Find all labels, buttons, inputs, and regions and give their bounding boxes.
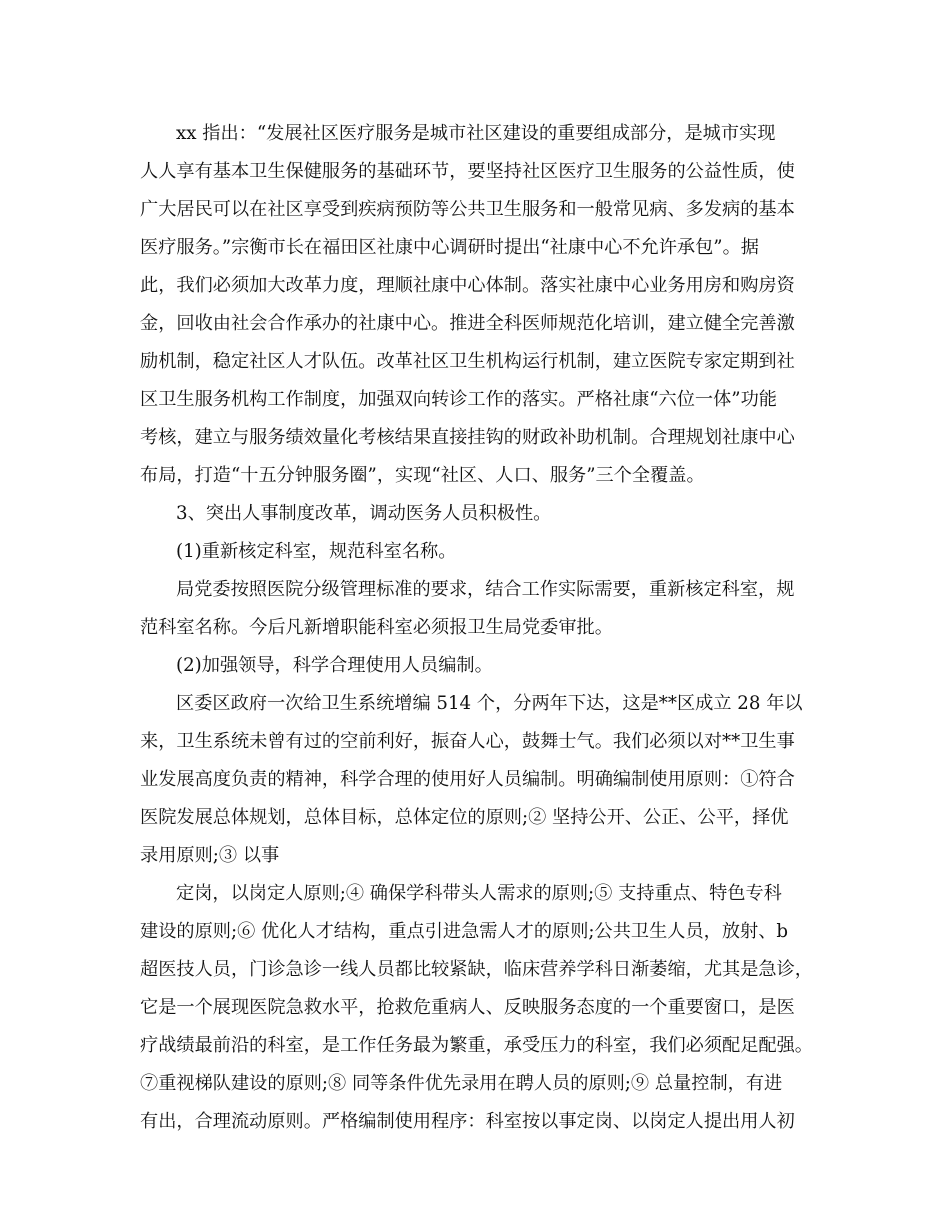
text-line: 广大居民可以在社区享受到疾病预防等公共卫生服务和一般常见病、多发病的基本	[140, 199, 795, 220]
text-line: 它是一个展现医院急救水平，抢救危重病人、反映服务态度的一个重要窗口，是医	[140, 997, 795, 1018]
section-heading: 3、突出人事制度改革，调动医务人员积极性。	[176, 503, 552, 524]
text-line: 励机制，稳定社区人才队伍。改革社区卫生机构运行机制，建立医院专家定期到社	[140, 351, 795, 372]
text-line: 医院发展总体规划，总体目标，总体定位的原则;② 坚持公开、公正、公平，择优	[140, 807, 789, 828]
text-line: 范科室名称。今后凡新增职能科室必须报卫生局党委审批。	[140, 617, 613, 638]
text-line: 录用原则;③ 以事	[140, 845, 280, 866]
text-line: 医疗服务。”宗衡市长在福田区社康中心调研时提出“社康中心不允许承包”。据	[140, 237, 759, 258]
text-line: 金，回收由社会合作承办的社康中心。推进全科医师规范化培训，建立健全完善激	[140, 313, 795, 334]
subsection-heading: (2)加强领导，科学合理使用人员编制。	[176, 655, 493, 676]
text-line: 区委区政府一次给卫生系统增编 514 个，分两年下达，这是**区成立 28 年以	[176, 693, 803, 714]
text-line: 考核，建立与服务绩效量化考核结果直接挂钩的财政补助机制。合理规划社康中心	[140, 427, 795, 448]
text-line: 此，我们必须加大改革力度，理顺社康中心体制。落实社康中心业务用房和购房资	[140, 275, 795, 296]
text-line: 局党委按照医院分级管理标准的要求，结合工作实际需要，重新核定科室，规	[176, 579, 795, 600]
text-line: 建设的原则;⑥ 优化人才结构，重点引进急需人才的原则;公共卫生人员，放射、b	[140, 921, 789, 942]
text-line: xx 指出：“发展社区医疗服务是城市社区建设的重要组成部分，是城市实现	[176, 123, 776, 144]
text-line: 布局，打造“十五分钟服务圈”，实现“社区、人口、服务”三个全覆盖。	[140, 465, 705, 486]
text-line: 疗战绩最前沿的科室，是工作任务最为繁重，承受压力的科室，我们必须配足配强。	[140, 1035, 813, 1056]
text-line: 定岗，以岗定人原则;④ 确保学科带头人需求的原则;⑤ 支持重点、特色专科	[176, 883, 782, 904]
subsection-heading: (1)重新核定科室，规范科室名称。	[176, 541, 457, 562]
text-line: 有出，合理流动原则。严格编制使用程序：科室按以事定岗、以岗定人提出用人初	[140, 1111, 795, 1132]
text-line: 业发展高度负责的精神，科学合理的使用好人员编制。明确编制使用原则：①符合	[140, 769, 795, 790]
text-line: 超医技人员，门诊急诊一线人员都比较紧缺，临床营养学科日渐萎缩，尤其是急诊，	[140, 959, 813, 980]
text-line: 区卫生服务机构工作制度，加强双向转诊工作的落实。严格社康“六位一体”功能	[140, 389, 777, 410]
text-line: 来，卫生系统未曾有过的空前利好，振奋人心，鼓舞士气。我们必须以对**卫生事	[140, 731, 795, 752]
text-line: ⑦重视梯队建设的原则;⑧ 同等条件优先录用在聘人员的原则;⑨ 总量控制，有进	[140, 1073, 783, 1094]
text-line: 人人享有基本卫生保健服务的基础环节，要坚持社区医疗卫生服务的公益性质，使	[140, 161, 795, 182]
